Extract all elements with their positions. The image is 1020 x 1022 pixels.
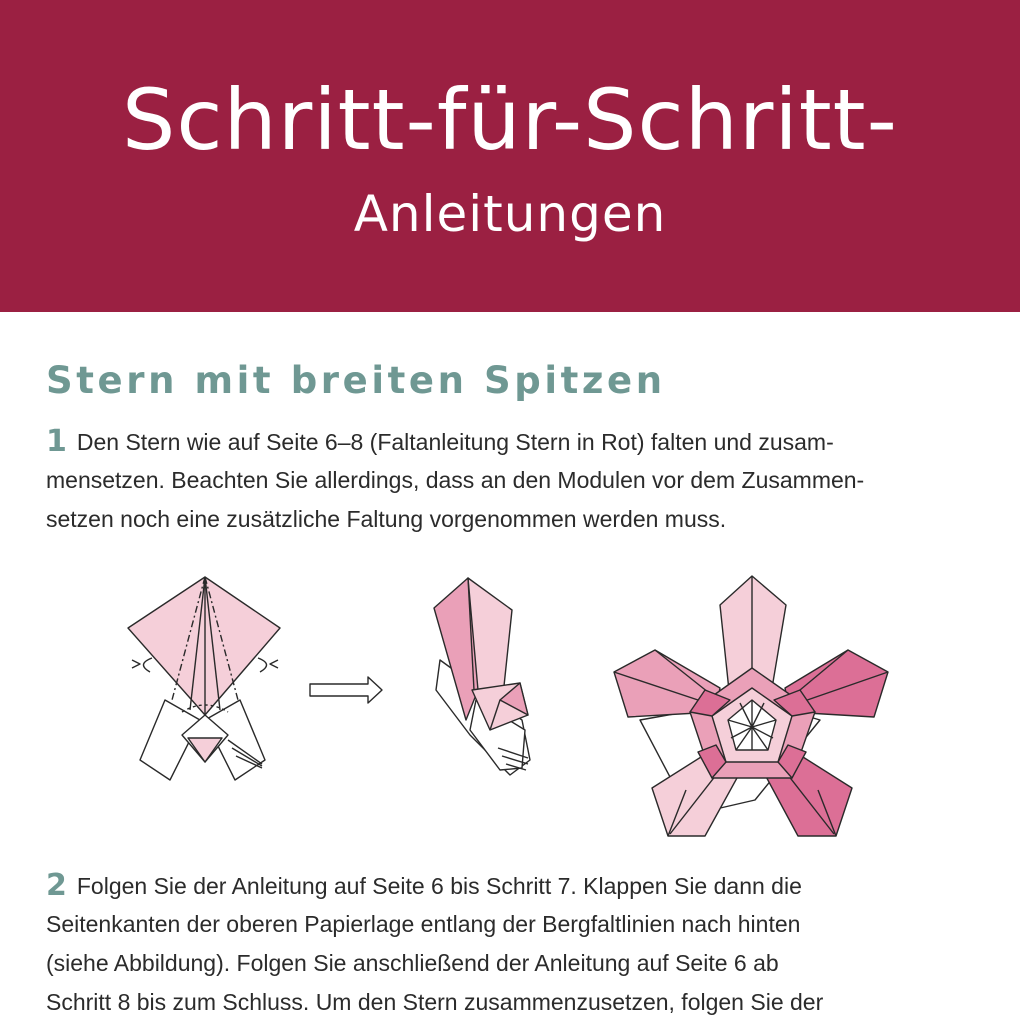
step-2-line-2: Seitenkanten der oberen Papierlage entlang der Bergfaltlinien nach hinten xyxy=(46,911,801,937)
step-1-line-3: setzen noch eine zusätzliche Faltung vorgenommen werden muss. xyxy=(46,506,727,532)
folding-diagrams xyxy=(100,565,920,850)
banner-subtitle: Anleitungen xyxy=(353,185,667,243)
fold-diagram-star xyxy=(614,576,888,836)
banner-title: Schritt-für-Schritt- xyxy=(122,71,898,169)
step-2-line-3: (siehe Abbildung). Folgen Sie anschließend der Anleitung auf Seite 6 ab xyxy=(46,950,779,976)
step-2-line-1 xyxy=(46,866,976,905)
header-banner xyxy=(0,0,1020,312)
fold-diagram-folded xyxy=(434,578,530,775)
step-2-text-1: Folgen Sie der Anleitung auf Seite 6 bis Schritt 7. Klappen Sie dann die xyxy=(76,873,802,899)
step-1-line-2: mensetzen. Beachten Sie allerdings, dass an den Modulen vor dem Zusammen- xyxy=(46,467,865,493)
arrow-icon xyxy=(310,677,382,703)
section-heading: Stern mit breiten Spitzen xyxy=(46,359,666,402)
step-1 xyxy=(46,422,976,539)
step-2-number: 2 xyxy=(46,868,67,903)
step-1-line-1 xyxy=(46,422,976,461)
step-2-line-4: Schritt 8 bis zum Schluss. Um den Stern zusammenzusetzen, folgen Sie der xyxy=(46,989,824,1015)
step-1-number: 1 xyxy=(46,424,67,459)
step-1-text-1: Den Stern wie auf Seite 6–8 (Faltanleitung Stern in Rot) falten und zusam- xyxy=(76,429,834,455)
fold-diagram-module xyxy=(128,577,280,780)
step-2 xyxy=(46,866,976,1022)
